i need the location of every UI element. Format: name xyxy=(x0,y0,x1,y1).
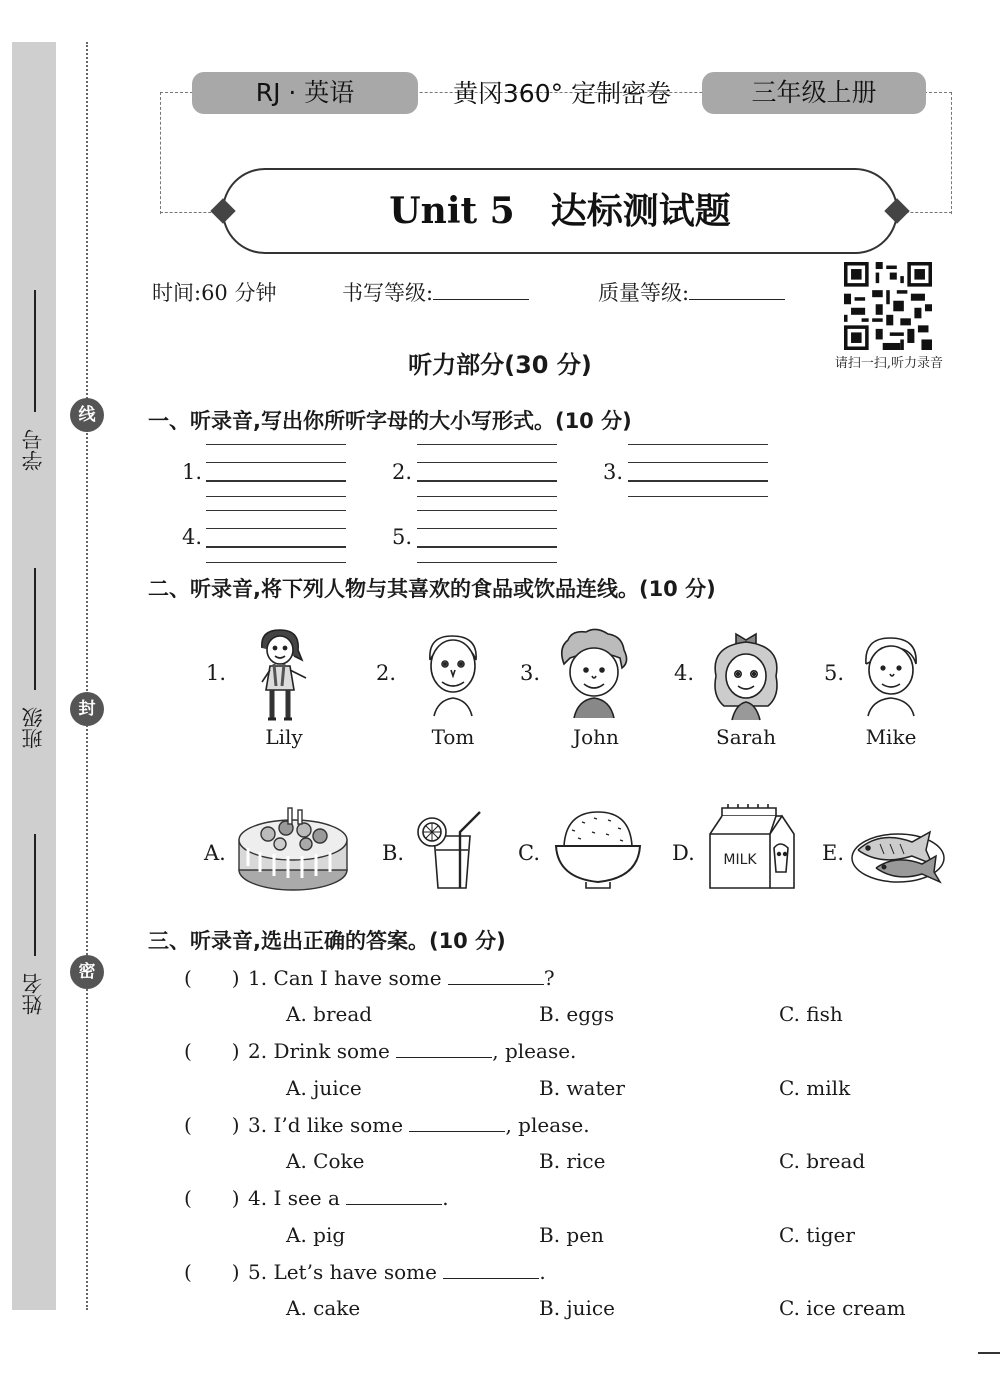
person-name-2: Tom xyxy=(431,725,475,749)
person-name-1: Lily xyxy=(265,725,303,749)
writing-grade-blank[interactable] xyxy=(433,278,529,300)
question-5-blank[interactable] xyxy=(443,1259,539,1279)
student-id-line xyxy=(34,290,36,412)
series-name: 黄冈360° 定制密卷 xyxy=(452,79,672,108)
header-frame-left-stub xyxy=(160,212,216,213)
part1-heading: 一、听录音,写出你所听字母的大小写形式。(10 分) xyxy=(148,409,632,433)
page-edge-mark xyxy=(978,1352,1000,1354)
answer-paren-4[interactable]: ( ) xyxy=(184,1186,240,1210)
question-1-end: ? xyxy=(543,966,555,990)
q3-option-b[interactable]: B. rice xyxy=(539,1149,606,1173)
part1-number-4: 4. xyxy=(182,525,203,549)
question-5-end: . xyxy=(539,1260,546,1284)
part1-write-lines-4[interactable] xyxy=(206,510,346,564)
qr-code-icon[interactable] xyxy=(844,262,932,350)
food-letter-e: E. xyxy=(822,841,845,865)
cake-icon[interactable] xyxy=(234,794,352,896)
class-line xyxy=(34,568,36,690)
quality-grade-label: 质量等级: xyxy=(598,281,690,305)
question-1-text: 1. Can I have some xyxy=(248,966,448,990)
writing-grade-field[interactable] xyxy=(342,278,529,308)
person-number-3: 3. xyxy=(520,661,541,685)
part3-heading: 三、听录音,选出正确的答案。(10 分) xyxy=(148,929,506,953)
name-line xyxy=(34,834,36,956)
q5-option-b[interactable]: B. juice xyxy=(539,1296,615,1320)
listening-section-title: 听力部分(30 分) xyxy=(408,351,592,379)
page-title: Unit 5 达标测试题 xyxy=(389,190,731,232)
person-name-4: Sarah xyxy=(716,725,776,749)
part1-number-5: 5. xyxy=(392,525,413,549)
answer-paren-1[interactable]: ( ) xyxy=(184,966,240,990)
milk-carton-icon[interactable] xyxy=(704,802,800,892)
milk-carton-label: MILK xyxy=(723,852,757,868)
quality-grade-blank[interactable] xyxy=(689,278,785,300)
question-3-end: , please. xyxy=(505,1113,590,1137)
class-label: 班级 xyxy=(21,707,45,749)
qr-caption: 请扫一扫,听力录音 xyxy=(834,356,944,371)
person-number-1: 1. xyxy=(206,661,227,685)
binding-cut-line xyxy=(86,42,88,1310)
girl-lily-icon[interactable] xyxy=(248,626,318,722)
answer-paren-5[interactable]: ( ) xyxy=(184,1260,240,1284)
subject-pill: RJ · 英语 xyxy=(192,72,418,114)
mcq-question-3 xyxy=(184,1111,590,1139)
question-3-text: 3. I’d like some xyxy=(248,1113,410,1137)
part1-number-1: 1. xyxy=(182,460,203,484)
food-letter-a: A. xyxy=(204,841,226,865)
q4-option-a[interactable]: A. pig xyxy=(286,1223,346,1247)
q5-option-a[interactable]: A. cake xyxy=(286,1296,361,1320)
grade-pill: 三年级上册 xyxy=(702,72,926,114)
part1-write-lines-5[interactable] xyxy=(417,510,557,564)
boy-tom-icon[interactable] xyxy=(420,630,488,718)
question-1-blank[interactable] xyxy=(448,965,544,985)
q1-option-b[interactable]: B. eggs xyxy=(539,1002,615,1026)
part1-write-lines-3[interactable] xyxy=(628,444,768,498)
boy-mike-icon[interactable] xyxy=(858,634,924,718)
q3-option-a[interactable]: A. Coke xyxy=(286,1149,365,1173)
name-label: 姓名 xyxy=(21,973,45,1015)
q1-option-c[interactable]: C. fish xyxy=(779,1002,843,1026)
student-id-field[interactable] xyxy=(18,290,52,480)
name-field[interactable] xyxy=(18,834,52,1024)
question-4-end: . xyxy=(442,1186,449,1210)
person-number-2: 2. xyxy=(376,661,397,685)
mcq-question-1 xyxy=(184,964,555,992)
q2-option-b[interactable]: B. water xyxy=(539,1076,625,1100)
food-letter-b: B. xyxy=(382,841,405,865)
question-5-text: 5. Let’s have some xyxy=(248,1260,444,1284)
q2-option-a[interactable]: A. juice xyxy=(286,1076,362,1100)
question-2-blank[interactable] xyxy=(396,1038,492,1058)
mcq-question-5 xyxy=(184,1258,546,1286)
question-2-text: 2. Drink some xyxy=(248,1039,397,1063)
mcq-question-2 xyxy=(184,1037,576,1065)
food-letter-d: D. xyxy=(672,841,695,865)
class-field[interactable] xyxy=(18,568,52,758)
answer-paren-3[interactable]: ( ) xyxy=(184,1113,240,1137)
student-id-label: 学号 xyxy=(21,429,45,471)
q5-option-c[interactable]: C. ice cream xyxy=(779,1296,906,1320)
part1-number-3: 3. xyxy=(603,460,624,484)
writing-grade-label: 书写等级: xyxy=(342,281,434,305)
quality-grade-field[interactable] xyxy=(598,278,785,308)
seal-line-badge: 线 xyxy=(70,398,104,432)
rice-bowl-icon[interactable] xyxy=(552,806,644,890)
answer-paren-2[interactable]: ( ) xyxy=(184,1039,240,1063)
fish-icon[interactable] xyxy=(850,814,946,888)
q1-option-a[interactable]: A. bread xyxy=(286,1002,373,1026)
boy-john-icon[interactable] xyxy=(556,628,632,720)
q2-option-c[interactable]: C. milk xyxy=(779,1076,851,1100)
person-name-5: Mike xyxy=(865,725,917,749)
juice-icon[interactable] xyxy=(410,806,486,890)
q4-option-c[interactable]: C. tiger xyxy=(779,1223,855,1247)
question-4-blank[interactable] xyxy=(346,1185,442,1205)
person-number-4: 4. xyxy=(674,661,695,685)
mcq-question-4 xyxy=(184,1184,449,1212)
part1-number-2: 2. xyxy=(392,460,413,484)
food-letter-c: C. xyxy=(518,841,540,865)
question-4-text: 4. I see a xyxy=(248,1186,347,1210)
time-limit: 时间:60 分钟 xyxy=(152,281,277,305)
question-2-end: , please. xyxy=(492,1039,577,1063)
seal-secret-badge: 密 xyxy=(70,955,104,989)
person-number-5: 5. xyxy=(824,661,845,685)
seal-seal-badge: 封 xyxy=(70,692,104,726)
q3-option-c[interactable]: C. bread xyxy=(779,1149,866,1173)
q4-option-b[interactable]: B. pen xyxy=(539,1223,604,1247)
part1-write-lines-1[interactable] xyxy=(206,444,346,498)
question-3-blank[interactable] xyxy=(409,1112,505,1132)
part1-write-lines-2[interactable] xyxy=(417,444,557,498)
person-name-3: John xyxy=(573,725,619,749)
girl-sarah-icon[interactable] xyxy=(706,626,786,722)
part2-heading: 二、听录音,将下列人物与其喜欢的食品或饮品连线。(10 分) xyxy=(148,577,716,601)
